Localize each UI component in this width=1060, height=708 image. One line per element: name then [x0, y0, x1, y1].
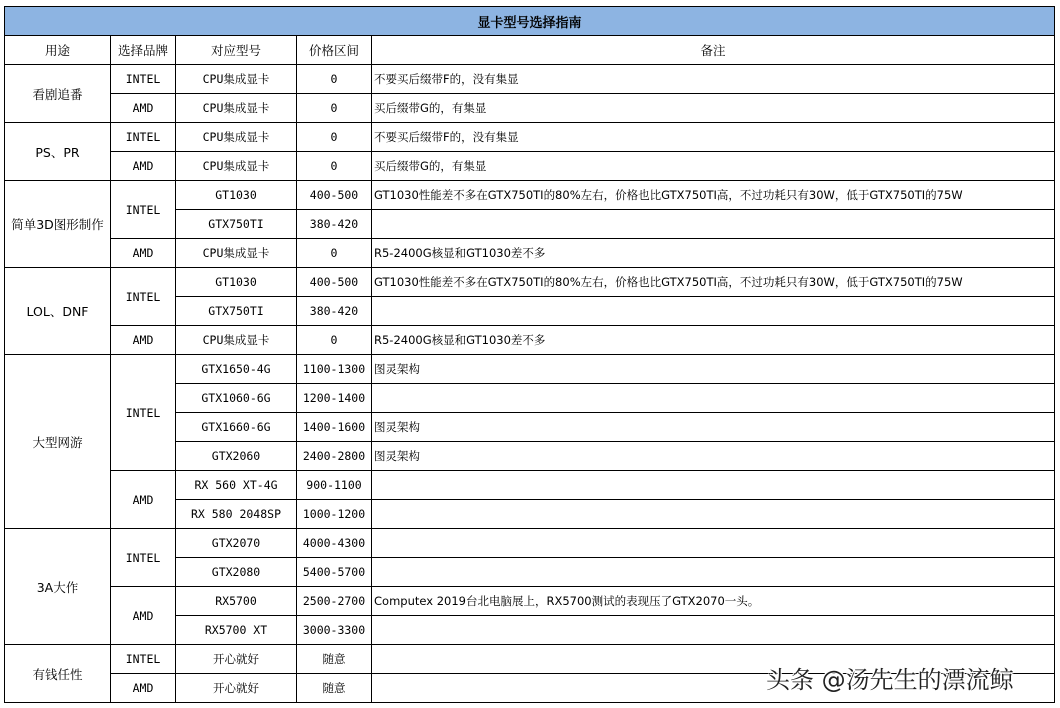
usage-cell: 3A大作: [5, 529, 111, 645]
note-cell: [372, 529, 1055, 558]
table-row: [5, 239, 1055, 268]
note-cell: R5-2400G核显和GT1030差不多: [372, 326, 1055, 355]
model-cell: CPU集成显卡: [176, 239, 297, 268]
brand-cell: AMD: [111, 674, 176, 703]
note-cell: 图灵架构: [372, 442, 1055, 471]
note-cell: [372, 616, 1055, 645]
price-cell: 0: [297, 123, 372, 152]
brand-cell: INTEL: [111, 529, 176, 587]
table-row: [5, 268, 1055, 297]
model-cell: GTX750TI: [176, 297, 297, 326]
model-cell: CPU集成显卡: [176, 326, 297, 355]
price-cell: 400-500: [297, 181, 372, 210]
price-cell: 0: [297, 65, 372, 94]
price-cell: 3000-3300: [297, 616, 372, 645]
model-cell: RX 580 2048SP: [176, 500, 297, 529]
brand-cell: AMD: [111, 94, 176, 123]
column-header-row: [5, 36, 1055, 65]
brand-cell: AMD: [111, 471, 176, 529]
model-cell: CPU集成显卡: [176, 123, 297, 152]
note-cell: GT1030性能差不多在GTX750TI的80%左右，价格也比GTX750TI高，不过功耗只有30W，低于GTX750TI的75W: [372, 268, 1055, 297]
price-cell: 1400-1600: [297, 413, 372, 442]
model-cell: GTX750TI: [176, 210, 297, 239]
note-cell: [372, 297, 1055, 326]
model-cell: GT1030: [176, 268, 297, 297]
usage-cell: 大型网游: [5, 355, 111, 529]
model-cell: GTX1660-6G: [176, 413, 297, 442]
note-cell: 买后缀带G的，有集显: [372, 94, 1055, 123]
gpu-guide-table: [4, 6, 1055, 703]
note-cell: [372, 500, 1055, 529]
model-cell: RX 560 XT-4G: [176, 471, 297, 500]
price-cell: 380-420: [297, 210, 372, 239]
watermark: 头条 @汤先生的漂流鲸: [766, 666, 1014, 694]
usage-cell: LOL、DNF: [5, 268, 111, 355]
price-cell: 900-1100: [297, 471, 372, 500]
note-cell: R5-2400G核显和GT1030差不多: [372, 239, 1055, 268]
usage-cell: 简单3D图形制作: [5, 181, 111, 268]
brand-cell: AMD: [111, 326, 176, 355]
usage-cell: 看剧追番: [5, 65, 111, 123]
price-cell: 2400-2800: [297, 442, 372, 471]
model-cell: CPU集成显卡: [176, 152, 297, 181]
brand-cell: AMD: [111, 152, 176, 181]
model-cell: GTX1060-6G: [176, 384, 297, 413]
price-cell: 0: [297, 152, 372, 181]
model-cell: RX5700 XT: [176, 616, 297, 645]
model-cell: GTX2060: [176, 442, 297, 471]
brand-cell: AMD: [111, 587, 176, 645]
model-cell: GTX2070: [176, 529, 297, 558]
table-row: [5, 181, 1055, 210]
model-cell: 开心就好: [176, 674, 297, 703]
note-cell: [372, 471, 1055, 500]
column-header-usage: 用途: [5, 36, 111, 65]
price-cell: 1200-1400: [297, 384, 372, 413]
note-cell: GT1030性能差不多在GTX750TI的80%左右，价格也比GTX750TI高，不过功耗只有30W，低于GTX750TI的75W: [372, 181, 1055, 210]
price-cell: 400-500: [297, 268, 372, 297]
table-row: [5, 123, 1055, 152]
price-cell: 380-420: [297, 297, 372, 326]
note-cell: Computex 2019台北电脑展上，RX5700测试的表现压了GTX2070一头。: [372, 587, 1055, 616]
price-cell: 5400-5700: [297, 558, 372, 587]
brand-cell: AMD: [111, 239, 176, 268]
brand-cell: INTEL: [111, 268, 176, 326]
brand-cell: INTEL: [111, 355, 176, 471]
table-row: [5, 471, 1055, 500]
table-row: [5, 587, 1055, 616]
table-row: [5, 529, 1055, 558]
price-cell: 1100-1300: [297, 355, 372, 384]
brand-cell: INTEL: [111, 645, 176, 674]
note-cell: [372, 558, 1055, 587]
note-cell: 不要买后缀带F的，没有集显: [372, 123, 1055, 152]
column-header-note: 备注: [372, 36, 1055, 65]
column-header-model: 对应型号: [176, 36, 297, 65]
model-cell: CPU集成显卡: [176, 65, 297, 94]
note-cell: 图灵架构: [372, 355, 1055, 384]
table-row: [5, 355, 1055, 384]
price-cell: 随意: [297, 674, 372, 703]
model-cell: GTX2080: [176, 558, 297, 587]
table-row: [5, 152, 1055, 181]
price-cell: 0: [297, 326, 372, 355]
table-row: [5, 65, 1055, 94]
model-cell: GTX1650-4G: [176, 355, 297, 384]
model-cell: 开心就好: [176, 645, 297, 674]
note-cell: 图灵架构: [372, 413, 1055, 442]
price-cell: 0: [297, 94, 372, 123]
note-cell: [372, 384, 1055, 413]
note-cell: 买后缀带G的，有集显: [372, 152, 1055, 181]
table-row: [5, 94, 1055, 123]
model-cell: RX5700: [176, 587, 297, 616]
brand-cell: INTEL: [111, 181, 176, 239]
model-cell: GT1030: [176, 181, 297, 210]
table-title: 显卡型号选择指南: [5, 7, 1055, 36]
price-cell: 2500-2700: [297, 587, 372, 616]
price-cell: 随意: [297, 645, 372, 674]
price-cell: 0: [297, 239, 372, 268]
usage-cell: PS、PR: [5, 123, 111, 181]
usage-cell: 有钱任性: [5, 645, 111, 703]
price-cell: 1000-1200: [297, 500, 372, 529]
table-body: [5, 65, 1055, 703]
column-header-brand: 选择品牌: [111, 36, 176, 65]
brand-cell: INTEL: [111, 123, 176, 152]
note-cell: [372, 210, 1055, 239]
table-row: [5, 326, 1055, 355]
price-cell: 4000-4300: [297, 529, 372, 558]
note-cell: 不要买后缀带F的，没有集显: [372, 65, 1055, 94]
column-header-price: 价格区间: [297, 36, 372, 65]
brand-cell: INTEL: [111, 65, 176, 94]
model-cell: CPU集成显卡: [176, 94, 297, 123]
